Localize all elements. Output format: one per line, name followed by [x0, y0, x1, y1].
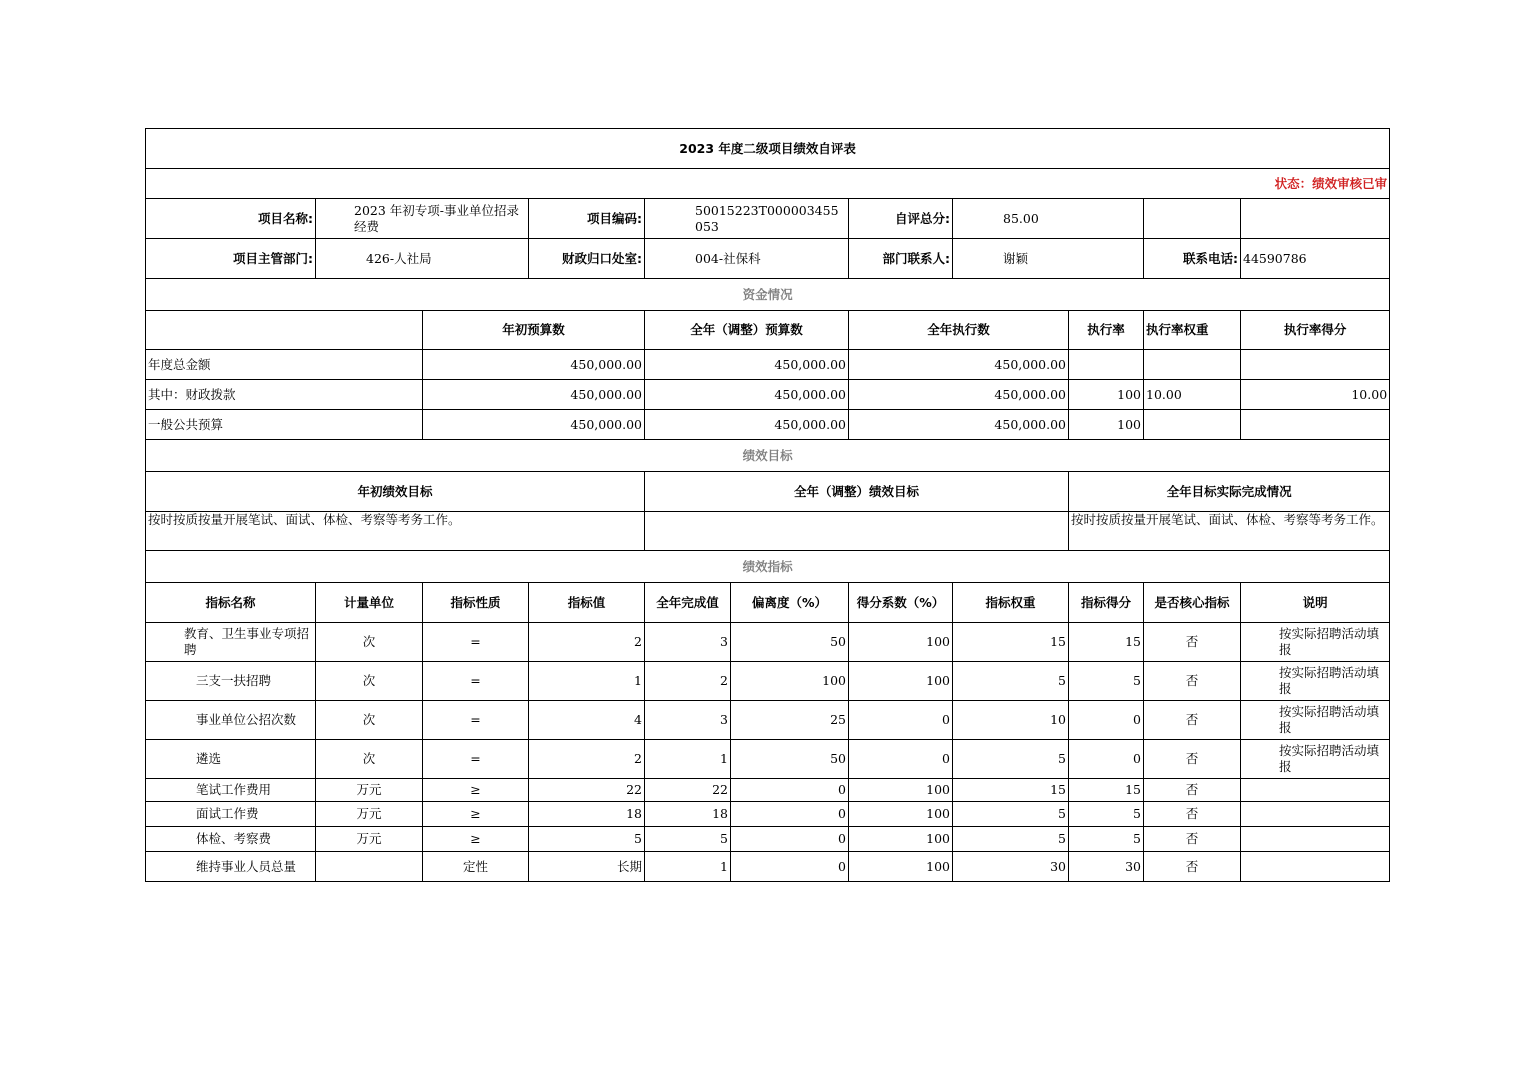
score-value: 85.00: [953, 199, 1144, 239]
table-row: [146, 410, 1390, 440]
ind-coef: 100: [849, 623, 953, 662]
funds-header-score: 执行率得分: [1241, 311, 1390, 350]
ind-weight: 15: [953, 779, 1069, 802]
ind-coef: 100: [849, 802, 953, 827]
fund-adjusted: 450,000.00: [645, 410, 849, 440]
funds-header-initial: 年初预算数: [423, 311, 645, 350]
ind-nature: =: [423, 740, 529, 779]
ind-header-score: 指标得分: [1069, 583, 1144, 623]
ind-name: 三支一扶招聘: [146, 662, 316, 701]
ind-header-core: 是否核心指标: [1144, 583, 1241, 623]
fund-score: [1241, 410, 1390, 440]
fund-adjusted: 450,000.00: [645, 350, 849, 380]
ind-score: 15: [1069, 779, 1144, 802]
ind-note: [1241, 827, 1390, 852]
ind-note: [1241, 802, 1390, 827]
table-row: [146, 350, 1390, 380]
ind-header-coef: 得分系数（%）: [849, 583, 953, 623]
ind-deviation: 0: [731, 827, 849, 852]
ind-target: 4: [529, 701, 645, 740]
ind-score: 30: [1069, 852, 1144, 882]
performance-table: [145, 128, 1390, 882]
ind-target: 5: [529, 827, 645, 852]
ind-score: 0: [1069, 701, 1144, 740]
funds-header-adjusted: 全年（调整）预算数: [645, 311, 849, 350]
table-row: [146, 662, 1390, 701]
indicators-section-title: 绩效指标: [146, 551, 1390, 583]
fund-adjusted: 450,000.00: [645, 380, 849, 410]
fund-score: 10.00: [1241, 380, 1390, 410]
ind-weight: 15: [953, 623, 1069, 662]
table-row: [146, 623, 1390, 662]
ind-weight: 5: [953, 802, 1069, 827]
ind-actual: 1: [645, 740, 731, 779]
fund-initial: 450,000.00: [423, 410, 645, 440]
ind-target: 长期: [529, 852, 645, 882]
fund-executed: 450,000.00: [849, 380, 1069, 410]
ind-actual: 1: [645, 852, 731, 882]
phone-value: 44590786: [1241, 239, 1390, 279]
table-row: [146, 740, 1390, 779]
ind-actual: 3: [645, 623, 731, 662]
page-title: 2023 年度二级项目绩效自评表: [146, 129, 1390, 169]
ind-core: 否: [1144, 852, 1241, 882]
funds-section-title: 资金情况: [146, 279, 1390, 311]
ind-unit: 次: [316, 740, 423, 779]
ind-deviation: 100: [731, 662, 849, 701]
ind-nature: ≥: [423, 779, 529, 802]
ind-deviation: 0: [731, 852, 849, 882]
ind-nature: =: [423, 623, 529, 662]
table-row: [146, 802, 1390, 827]
ind-unit: 万元: [316, 827, 423, 852]
ind-header-actual: 全年完成值: [645, 583, 731, 623]
finance-label: 财政归口处室:: [529, 239, 645, 279]
ind-core: 否: [1144, 701, 1241, 740]
ind-name: 教育、卫生事业专项招聘: [146, 623, 316, 662]
ind-target: 18: [529, 802, 645, 827]
ind-target: 2: [529, 623, 645, 662]
goals-header-actual: 全年目标实际完成情况: [1069, 472, 1390, 512]
ind-header-note: 说明: [1241, 583, 1390, 623]
fund-rate: 100: [1069, 410, 1144, 440]
ind-core: 否: [1144, 802, 1241, 827]
ind-weight: 5: [953, 740, 1069, 779]
ind-weight: 5: [953, 827, 1069, 852]
ind-note: 按实际招聘活动填报: [1241, 701, 1390, 740]
fund-initial: 450,000.00: [423, 380, 645, 410]
project-name-label: 项目名称:: [146, 199, 316, 239]
ind-coef: 0: [849, 740, 953, 779]
score-label: 自评总分:: [849, 199, 953, 239]
ind-unit: 万元: [316, 779, 423, 802]
dept-value: 426-人社局: [316, 239, 529, 279]
ind-name: 体检、考察费: [146, 827, 316, 852]
ind-name: 事业单位公招次数: [146, 701, 316, 740]
ind-header-name: 指标名称: [146, 583, 316, 623]
ind-actual: 22: [645, 779, 731, 802]
ind-unit: 万元: [316, 802, 423, 827]
ind-core: 否: [1144, 623, 1241, 662]
ind-header-deviation: 偏离度（%）: [731, 583, 849, 623]
fund-rate: 100: [1069, 380, 1144, 410]
ind-coef: 0: [849, 701, 953, 740]
project-name-value: 2023 年初专项-事业单位招录经费: [316, 199, 529, 239]
ind-name: 笔试工作费用: [146, 779, 316, 802]
ind-nature: =: [423, 662, 529, 701]
fund-score: [1241, 350, 1390, 380]
fund-executed: 450,000.00: [849, 350, 1069, 380]
ind-weight: 30: [953, 852, 1069, 882]
table-row: [146, 701, 1390, 740]
ind-score: 5: [1069, 827, 1144, 852]
goals-header-initial: 年初绩效目标: [146, 472, 645, 512]
phone-label: 联系电话:: [1144, 239, 1241, 279]
ind-nature: =: [423, 701, 529, 740]
fund-name: 年度总金额: [146, 350, 423, 380]
ind-deviation: 0: [731, 779, 849, 802]
funds-header-blank: [146, 311, 423, 350]
table-row: [146, 852, 1390, 882]
fund-initial: 450,000.00: [423, 350, 645, 380]
ind-core: 否: [1144, 662, 1241, 701]
ind-header-unit: 计量单位: [316, 583, 423, 623]
fund-rate: [1069, 350, 1144, 380]
ind-header-nature: 指标性质: [423, 583, 529, 623]
ind-name: 面试工作费: [146, 802, 316, 827]
fund-weight: 10.00: [1144, 380, 1241, 410]
ind-unit: 次: [316, 623, 423, 662]
ind-deviation: 50: [731, 623, 849, 662]
ind-actual: 3: [645, 701, 731, 740]
ind-nature: ≥: [423, 827, 529, 852]
empty-cell: [1144, 199, 1241, 239]
fund-weight: [1144, 410, 1241, 440]
ind-note: 按实际招聘活动填报: [1241, 623, 1390, 662]
goal-initial: 按时按质按量开展笔试、面试、体检、考察等考务工作。: [146, 512, 645, 551]
project-code-value: 50015223T000003455053: [645, 199, 849, 239]
ind-header-target: 指标值: [529, 583, 645, 623]
ind-note: [1241, 779, 1390, 802]
contact-label: 部门联系人:: [849, 239, 953, 279]
funds-header-rate: 执行率: [1069, 311, 1144, 350]
ind-target: 1: [529, 662, 645, 701]
ind-score: 5: [1069, 802, 1144, 827]
table-row: [146, 827, 1390, 852]
ind-core: 否: [1144, 779, 1241, 802]
ind-unit: [316, 852, 423, 882]
fund-executed: 450,000.00: [849, 410, 1069, 440]
table-row: [146, 380, 1390, 410]
project-code-label: 项目编码:: [529, 199, 645, 239]
ind-coef: 100: [849, 852, 953, 882]
fund-weight: [1144, 350, 1241, 380]
contact-value: 谢颖: [953, 239, 1144, 279]
goals-header-adjusted: 全年（调整）绩效目标: [645, 472, 1069, 512]
goals-section-title: 绩效目标: [146, 440, 1390, 472]
ind-weight: 5: [953, 662, 1069, 701]
ind-actual: 5: [645, 827, 731, 852]
empty-cell: [1241, 199, 1390, 239]
ind-actual: 18: [645, 802, 731, 827]
funds-header-executed: 全年执行数: [849, 311, 1069, 350]
ind-name: 维持事业人员总量: [146, 852, 316, 882]
ind-note: 按实际招聘活动填报: [1241, 740, 1390, 779]
ind-score: 0: [1069, 740, 1144, 779]
ind-unit: 次: [316, 701, 423, 740]
ind-core: 否: [1144, 827, 1241, 852]
ind-header-weight: 指标权重: [953, 583, 1069, 623]
goal-adjusted: [645, 512, 1069, 551]
ind-deviation: 0: [731, 802, 849, 827]
dept-label: 项目主管部门:: [146, 239, 316, 279]
ind-target: 2: [529, 740, 645, 779]
ind-note: 按实际招聘活动填报: [1241, 662, 1390, 701]
ind-nature: ≥: [423, 802, 529, 827]
table-row: [146, 779, 1390, 802]
fund-name: 一般公共预算: [146, 410, 423, 440]
fund-name: 其中：财政拨款: [146, 380, 423, 410]
ind-coef: 100: [849, 827, 953, 852]
ind-weight: 10: [953, 701, 1069, 740]
goal-actual: 按时按质按量开展笔试、面试、体检、考察等考务工作。: [1069, 512, 1390, 551]
ind-score: 5: [1069, 662, 1144, 701]
ind-note: [1241, 852, 1390, 882]
ind-deviation: 25: [731, 701, 849, 740]
ind-nature: 定性: [423, 852, 529, 882]
ind-actual: 2: [645, 662, 731, 701]
status-badge: 状态：绩效审核已审: [146, 169, 1390, 199]
ind-core: 否: [1144, 740, 1241, 779]
ind-unit: 次: [316, 662, 423, 701]
finance-value: 004-社保科: [645, 239, 849, 279]
ind-coef: 100: [849, 779, 953, 802]
funds-header-weight: 执行率权重: [1144, 311, 1241, 350]
ind-score: 15: [1069, 623, 1144, 662]
ind-name: 遴选: [146, 740, 316, 779]
ind-target: 22: [529, 779, 645, 802]
ind-coef: 100: [849, 662, 953, 701]
ind-deviation: 50: [731, 740, 849, 779]
